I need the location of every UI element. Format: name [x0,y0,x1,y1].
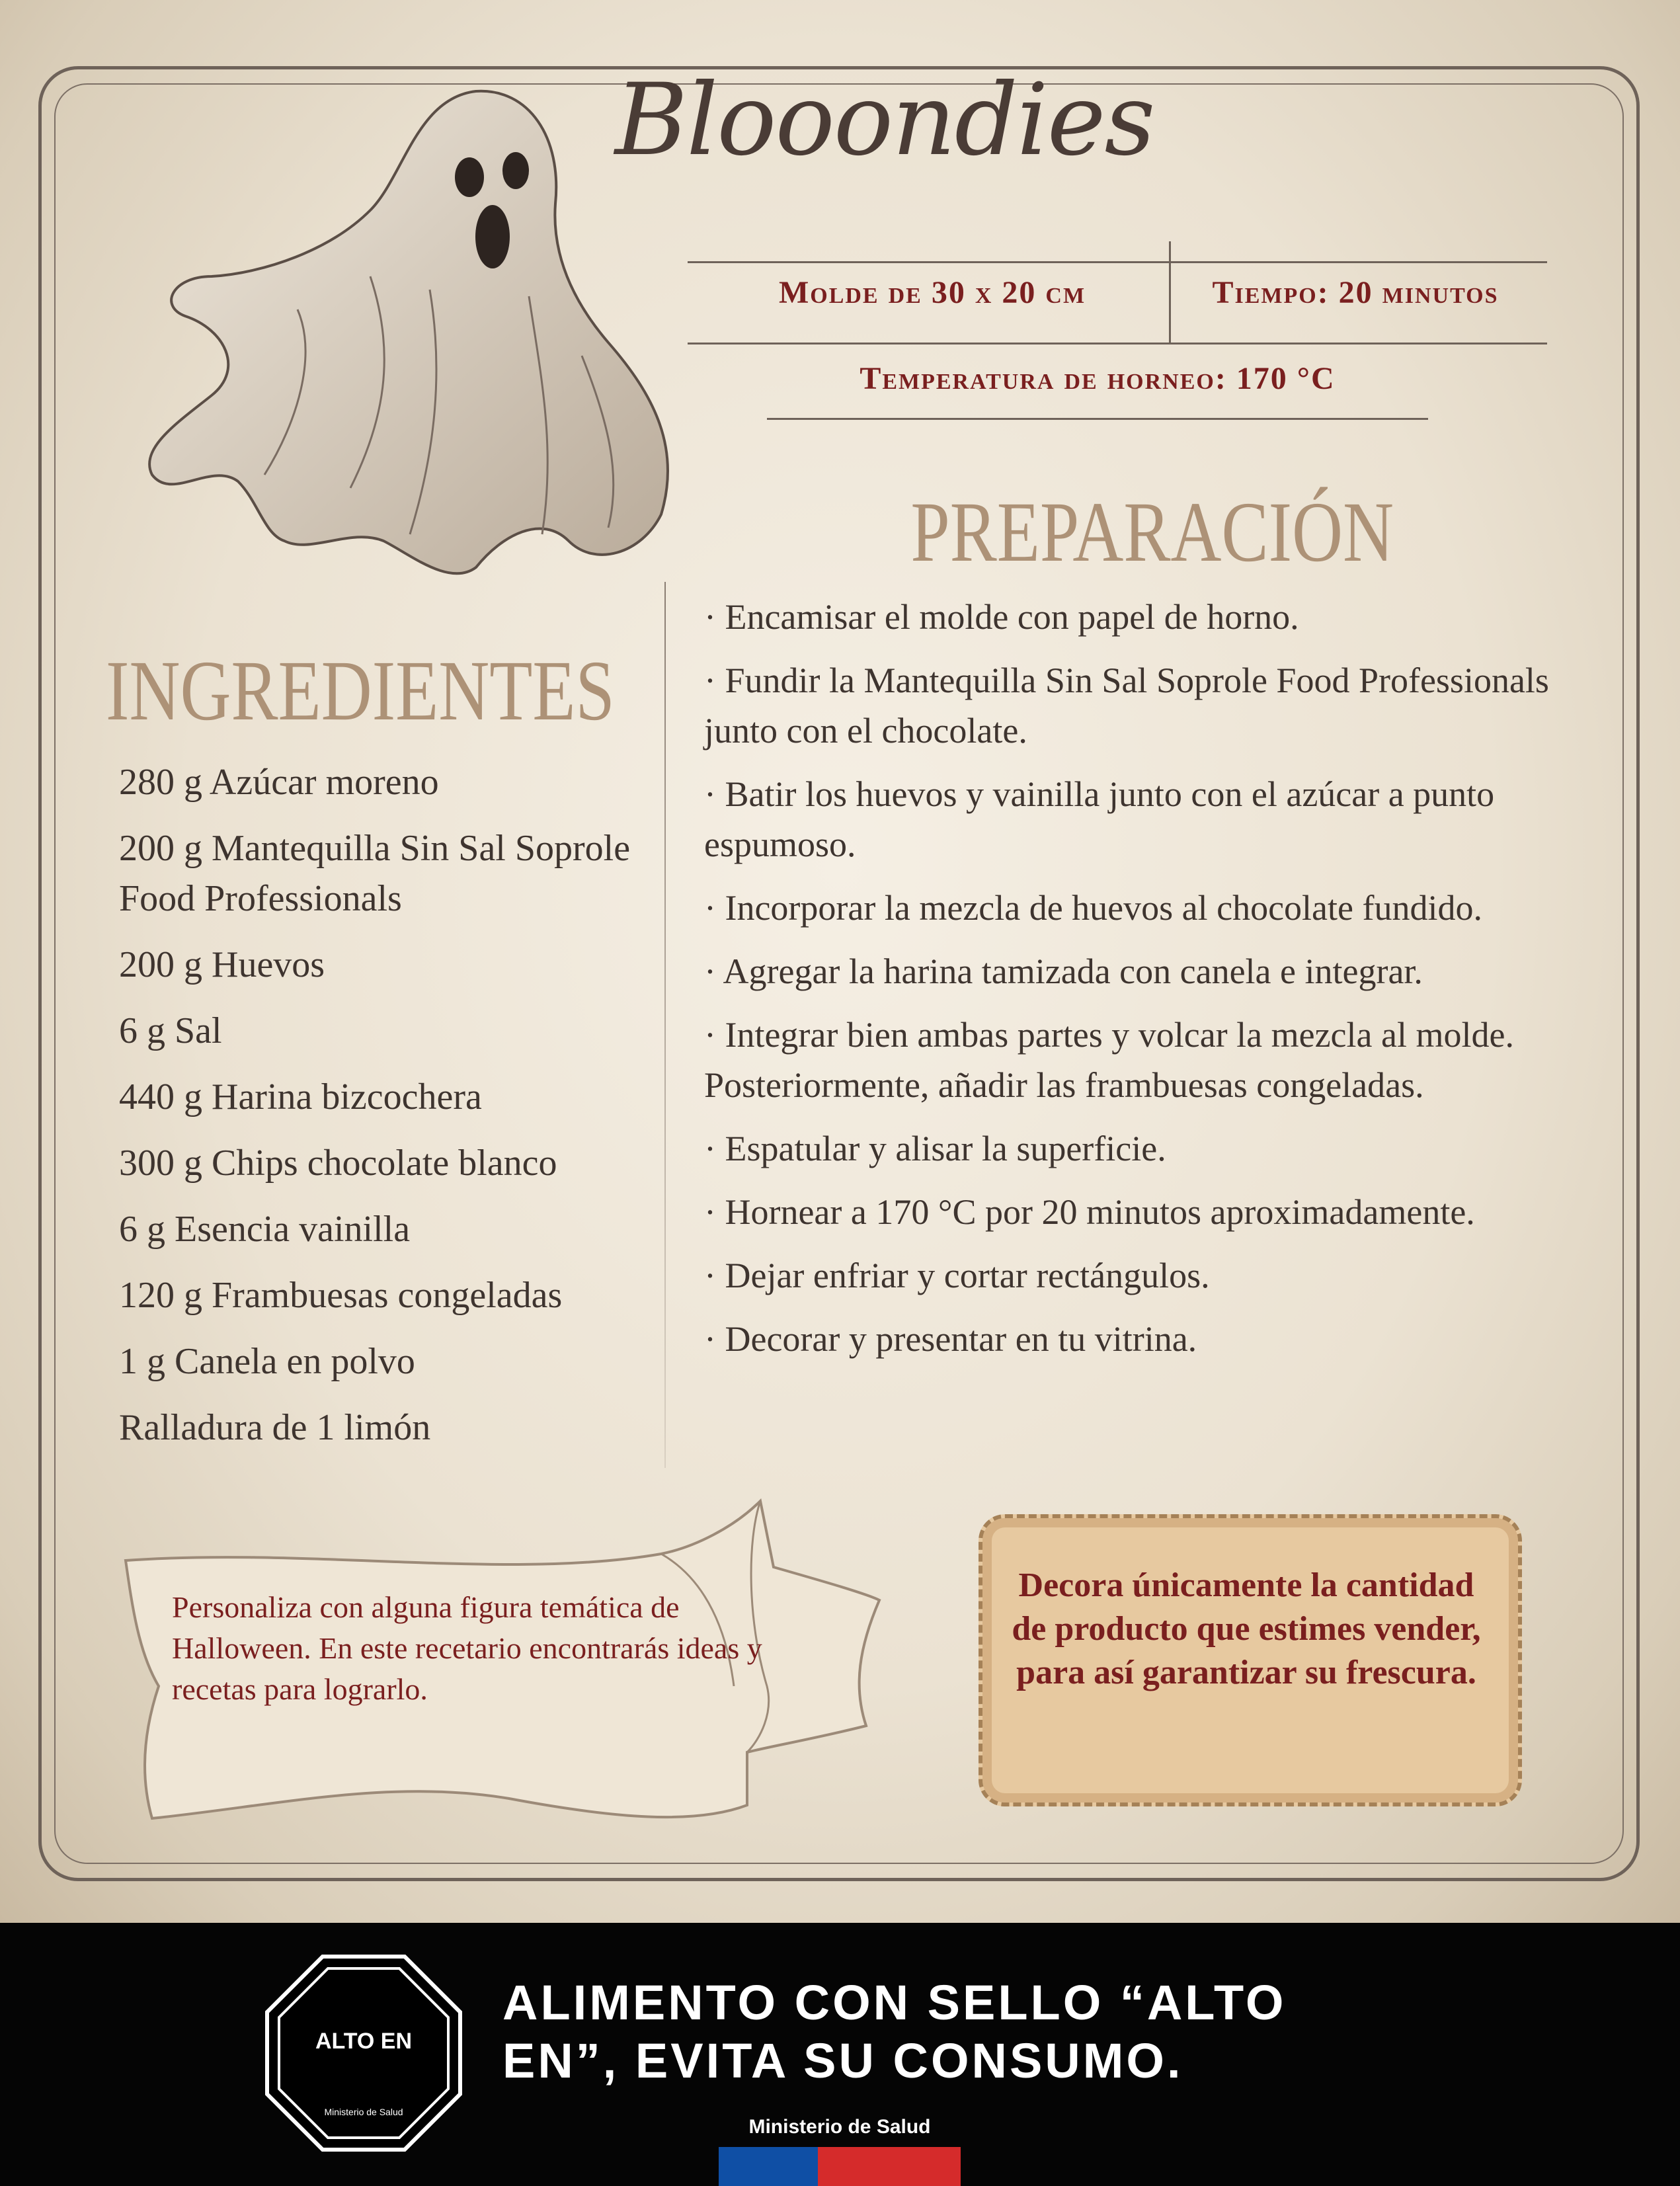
preparation-step: · Decorar y presentar en tu vitrina. [704,1319,1197,1359]
seal-label: ALTO EN [315,2029,413,2054]
mold-size: Molde de 30 x 20 cm [778,275,1086,310]
bake-time: Tiempo: 20 minutos [1212,275,1499,310]
ingredients-heading: INGREDIENTES [106,643,615,739]
meta-rule-bottom [767,418,1428,420]
ingredient-item: 440 g Harina bizcochera [119,1076,482,1117]
ingredient-item: Ralladura de 1 limón [119,1407,431,1448]
flag-bar [719,2147,961,2186]
recipe-title: Blooondies [615,63,1154,178]
ingredient-item: 200 g Huevos [119,944,325,985]
ministry-label: Ministerio de Salud [748,2116,931,2138]
flag-blue [719,2147,818,2186]
preparation-step: · Integrar bien ambas partes y volcar la mezcla al molde. Posteriormente, añadir las frambuesas congeladas. [704,1015,1514,1105]
preparation-step: · Espatular y alisar la superficie. [704,1129,1166,1168]
meta-divider [1169,241,1171,344]
freshness-tip: Decora únicamente la cantidad de producto que estimes vender, para así garantizar su frescura. [1012,1566,1481,1691]
preparation-step: · Incorporar la mezcla de huevos al chocolate fundido. [704,888,1482,928]
health-warning-text: ALIMENTO CON SELLO “ALTO EN”, EVITA SU CONSUMO. [502,1975,1287,2088]
preparation-step: · Encamisar el molde con papel de horno. [704,597,1299,637]
preparation-step: · Hornear a 170 °C por 20 minutos aproximadamente. [704,1192,1475,1232]
halloween-tip: Personaliza con alguna figura temática de Halloween. En este recetario encontrarás ideas y recetas para lograrlo. [172,1590,762,1706]
column-divider [664,582,666,1468]
preparation-step: · Fundir la Mantequilla Sin Sal Soprole Food Professionals junto con el chocolate. [704,661,1549,750]
ingredient-item: 6 g Sal [119,1010,222,1051]
ingredients-list [119,757,674,1469]
ingredient-item: 200 g Mantequilla Sin Sal Soprole Food Professionals [119,828,631,919]
bake-temperature: Temperatura de horneo: 170 °C [860,361,1336,396]
seal-ministry: Ministerio de Salud [324,2107,403,2117]
ingredient-item: 6 g Esencia vainilla [119,1209,411,1250]
preparation-step: · Dejar enfriar y cortar rectángulos. [704,1256,1210,1295]
meta-rule-top [688,261,1547,263]
ingredient-item: 300 g Chips chocolate blanco [119,1143,557,1184]
meta-rule-middle [688,343,1547,344]
flag-red [818,2147,961,2186]
ingredient-item: 280 g Azúcar moreno [119,762,439,803]
preparation-steps [704,592,1597,1377]
ghost-illustration-icon [132,78,694,587]
ingredient-item: 1 g Canela en polvo [119,1341,415,1382]
preparation-step: · Batir los huevos y vainilla junto con el azúcar a punto espumoso. [704,774,1495,864]
ingredient-item: 120 g Frambuesas congeladas [119,1275,563,1316]
preparation-step: · Agregar la harina tamizada con canela e integrar. [704,951,1423,991]
preparation-heading: PREPARACIÓN [910,485,1394,580]
